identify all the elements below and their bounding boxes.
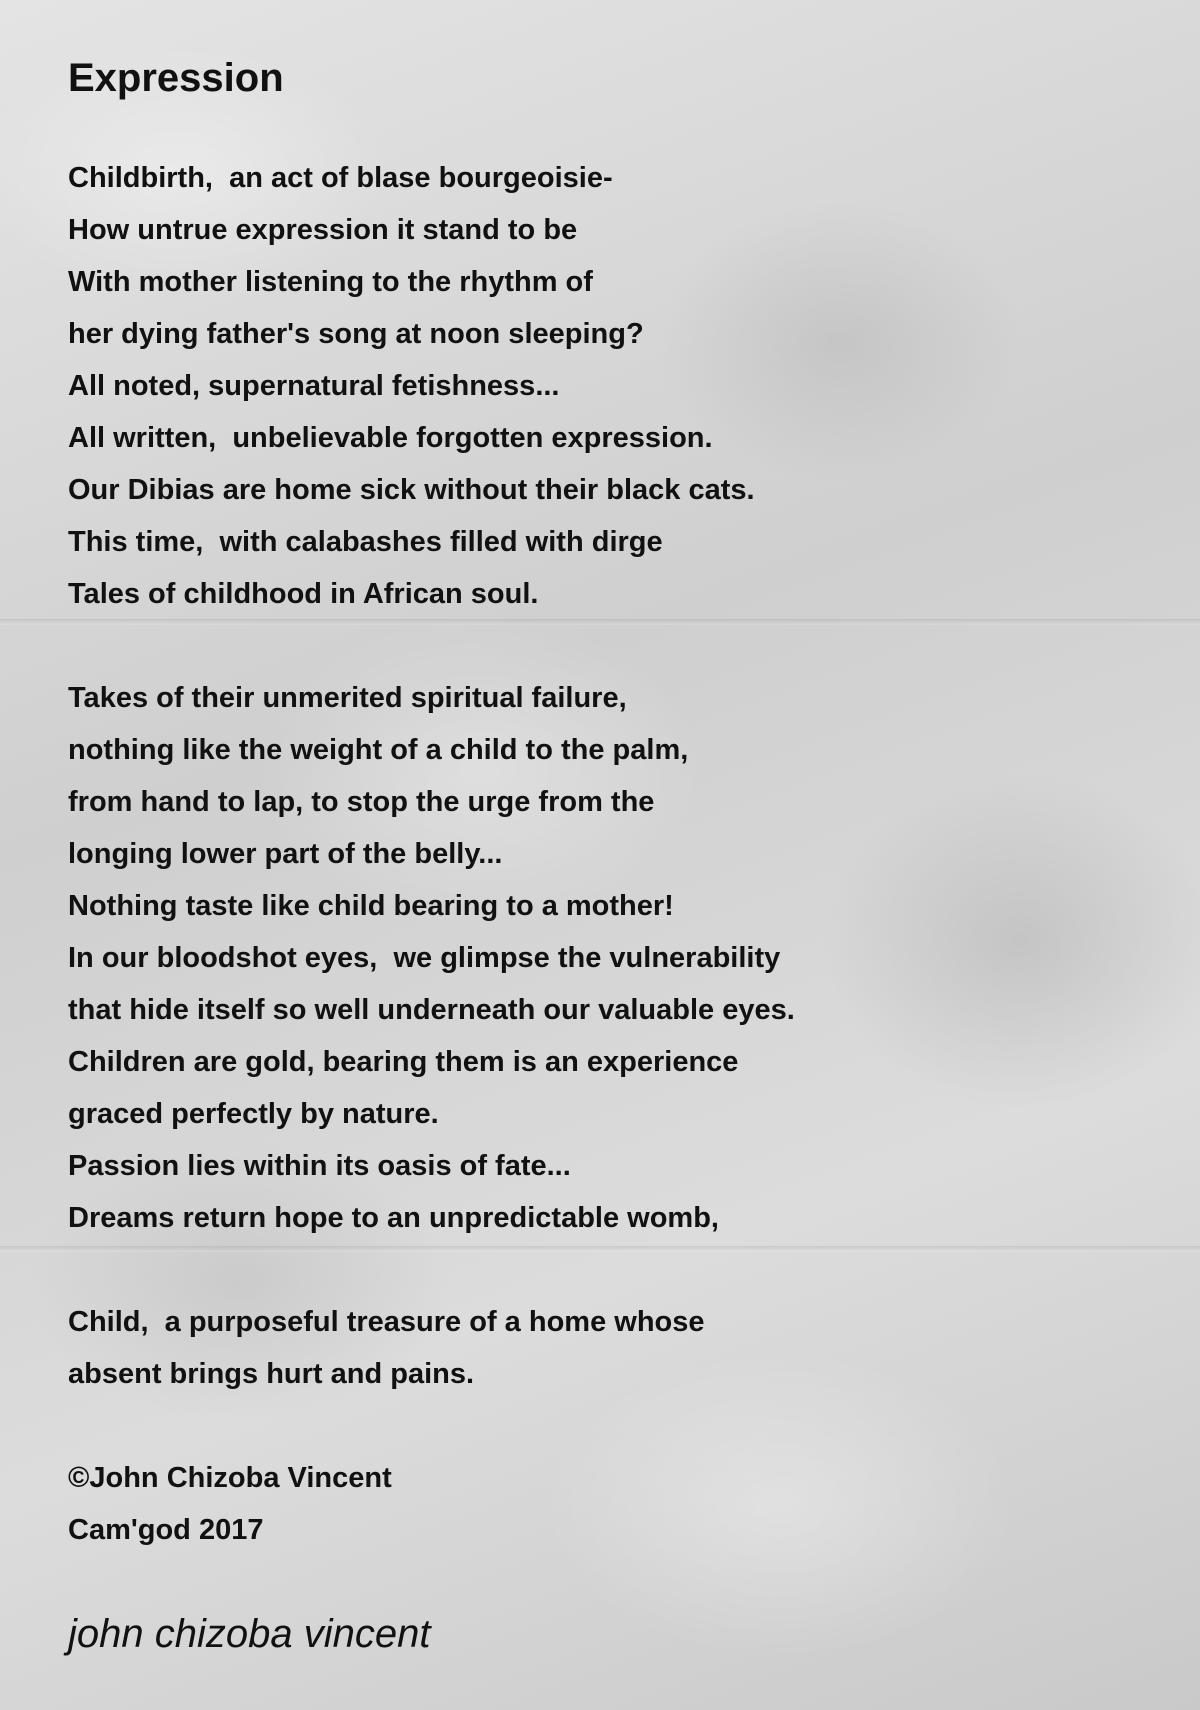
copyright-year-line: Cam'god 2017 (68, 1514, 264, 1546)
poem-line: graced perfectly by nature. (68, 1098, 439, 1130)
poem-line: All noted, supernatural fetishness... (68, 370, 560, 402)
poem-line: Nothing taste like child bearing to a mother! (68, 890, 674, 922)
poem-line: absent brings hurt and pains. (68, 1358, 475, 1390)
poem-line: All written, unbelievable forgotten expression. (68, 422, 713, 454)
poem-line: Child, a purposeful treasure of a home whose (68, 1306, 705, 1338)
stanza-1 (68, 152, 1148, 620)
poem-line: Tales of childhood in African soul. (68, 578, 539, 610)
poem-line: Dreams return hope to an unpredictable womb, (68, 1202, 719, 1234)
poem-line: nothing like the weight of a child to the palm, (68, 734, 689, 766)
poem-line: Passion lies within its oasis of fate... (68, 1150, 571, 1182)
poem-line: Takes of their unmerited spiritual failure, (68, 682, 627, 714)
stanza-2 (68, 672, 1148, 1244)
author-signature: john chizoba vincent (68, 1612, 431, 1656)
stanza-3 (68, 1296, 1148, 1400)
poem-container (68, 48, 1148, 1608)
poem-line: her dying father's song at noon sleeping? (68, 318, 644, 350)
poem-line: longing lower part of the belly... (68, 838, 503, 870)
poem-line: With mother listening to the rhythm of (68, 266, 593, 298)
poem-line: Children are gold, bearing them is an experience (68, 1046, 739, 1078)
poem-title: Expression (68, 56, 284, 100)
poem-line: Childbirth, an act of blase bourgeoisie- (68, 162, 613, 194)
poem-line: In our bloodshot eyes, we glimpse the vulnerability (68, 942, 781, 974)
poem-line: Our Dibias are home sick without their black cats. (68, 474, 755, 506)
copyright-line: ©John Chizoba Vincent (68, 1462, 392, 1494)
poem-line: This time, with calabashes filled with dirge (68, 526, 663, 558)
poem-line: that hide itself so well underneath our valuable eyes. (68, 994, 795, 1026)
poem-line: from hand to lap, to stop the urge from the (68, 786, 655, 818)
copyright-stanza (68, 1452, 1148, 1556)
poem-line: How untrue expression it stand to be (68, 214, 578, 246)
